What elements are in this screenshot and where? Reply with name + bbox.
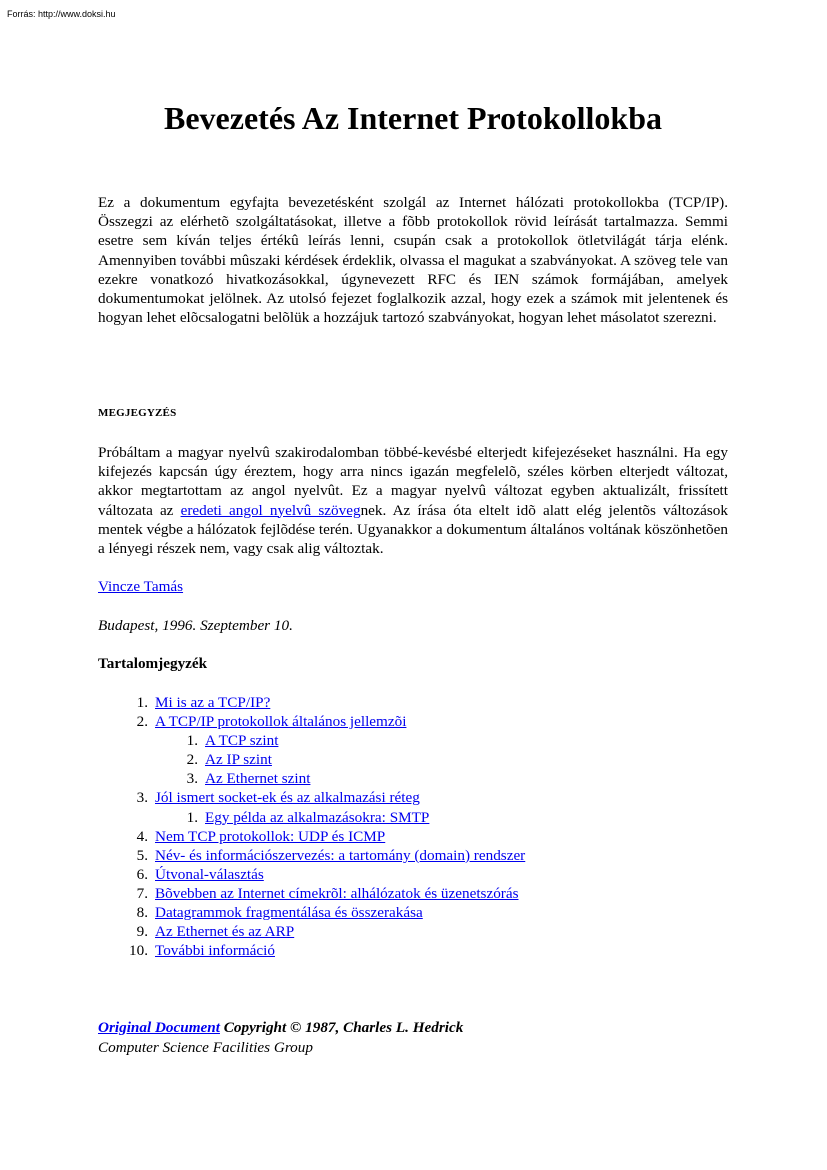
toc-item-number: 6. <box>136 865 148 883</box>
toc-item-text <box>148 846 525 865</box>
toc-item-text <box>148 941 275 960</box>
toc-item-text <box>148 903 423 922</box>
footer-line-2: Computer Science Facilities Group <box>98 1039 313 1056</box>
toc-item-link[interactable]: Név- és információszervezés: a tartomány (domain) rendszer <box>155 846 526 864</box>
toc-item-text <box>198 808 429 827</box>
toc-item-number: 2. <box>186 751 198 769</box>
toc-item-number: 3. <box>186 770 198 788</box>
toc-item <box>98 750 728 769</box>
table-of-contents <box>98 693 728 960</box>
toc-item-number: 4. <box>136 827 148 845</box>
toc-item-link[interactable]: Az Ethernet szint <box>205 770 311 788</box>
toc-item-link[interactable]: Az IP szint <box>205 751 272 769</box>
toc-item-text <box>198 769 310 788</box>
toc-item-number: 7. <box>136 884 148 902</box>
toc-item-link[interactable]: Bõvebben az Internet címekrõl: alhálózatok és üzenetszórás <box>155 884 519 902</box>
toc-item-link[interactable]: A TCP/IP protokollok általános jellemzõi <box>155 713 407 731</box>
toc-item <box>98 827 728 846</box>
toc-item-number: 1. <box>136 694 148 711</box>
original-text-link[interactable]: eredeti angol nyelvû szöveg <box>180 501 361 519</box>
toc-item <box>98 693 728 712</box>
note-text-after: nek. Az írása óta eltelt idõ alatt elég jelentõs változások mentek végbe a hálózatok fejlõdése terén. Ugyanakkor a dokumentum általános voltának köszönhetõen a lényegi részek nem, vagy csak alig változtak. <box>98 501 728 558</box>
toc-item-number: 5. <box>136 846 148 864</box>
toc-item-text <box>148 712 406 731</box>
toc-item-link[interactable]: Mi is az a TCP/IP? <box>155 694 271 711</box>
toc-item-link[interactable]: Jól ismert socket-ek és az alkalmazási réteg <box>155 789 420 807</box>
toc-item <box>98 941 728 960</box>
toc-item-text <box>198 750 272 769</box>
toc-item-number: 1. <box>186 808 198 826</box>
toc-item-text <box>148 693 270 712</box>
toc-item-text <box>148 884 519 903</box>
note-paragraph <box>98 443 728 558</box>
toc-item-number: 9. <box>136 923 148 941</box>
toc-item-text <box>148 827 385 846</box>
toc-item-number: 2. <box>136 713 148 731</box>
toc-item-number: 3. <box>136 789 148 807</box>
note-heading: MEGJEGYZÉS <box>98 407 177 419</box>
page-title: Bevezetés Az Internet Protokollokba <box>164 100 662 136</box>
toc-item-link[interactable]: A TCP szint <box>205 732 279 750</box>
toc-item <box>98 884 728 903</box>
footer-line-1 <box>98 1018 463 1038</box>
dateline: Budapest, 1996. Szeptember 10. <box>98 617 293 634</box>
toc-item-link[interactable]: Datagrammok fragmentálása és összerakása <box>155 904 423 922</box>
toc-item-text <box>198 731 278 750</box>
note-text-before: Próbáltam a magyar nyelvû szakirodalomban többé-kevésbé elterjedt kifejezéseket használni. Ha egy kifejezés kapcsán úgy éreztem, hogy arra nincs igazán megfelelõ, széles körben elterjedt változat, akkor megtartottam az angol nyelvût. Ez a magyar nyelvû változat egyben aktualizált, frissített változata az <box>98 444 728 519</box>
toc-item <box>98 922 728 941</box>
toc-item <box>98 731 728 750</box>
toc-item <box>98 808 728 827</box>
toc-item-number: 10. <box>129 942 148 960</box>
toc-item-link[interactable]: További információ <box>155 942 275 960</box>
toc-item-number: 8. <box>136 904 148 922</box>
toc-item <box>98 769 728 788</box>
original-document-link[interactable]: Original Document <box>98 1019 220 1036</box>
toc-item-text <box>148 865 264 884</box>
toc-item-link[interactable]: Nem TCP protokollok: UDP és ICMP <box>155 827 386 845</box>
intro-paragraph: Ez a dokumentum egyfajta bevezetésként szolgál az Internet hálózati protokollokba (TCP/IP). Összegzi az elérhetõ szolgáltatásokat, illetve a fõbb protokollok rövid leírását tartalmazza. Semmi esetre sem kíván teljes értékû leírás lenni, csupán csak a protokollok ötletvilágát tárja elénk. Amennyiben további mûszaki kérdések érdeklik, olvassa el magukat a szabványokat. A szöveg tele van ezekre vonatkozó hivatkozásokkal, úgynevezett RFC és IEN számok formájában, amelyek dokumentumokat jelölnek. Az utolsó fejezet foglalkozik azzal, hogy ezek a számok mit jelentenek és hogyan lehet elõcsalogatni belõlük a hozzájuk tartozó szabványokat, hogyan lehet másolatot szerezni. <box>98 194 728 327</box>
toc-item-text <box>148 788 420 807</box>
toc-item-number: 1. <box>186 732 198 750</box>
toc-title: Tartalomjegyzék <box>98 655 208 672</box>
toc-item-link[interactable]: Egy példa az alkalmazásokra: SMTP <box>205 808 430 826</box>
toc-item <box>98 846 728 865</box>
toc-item-link[interactable]: Az Ethernet és az ARP <box>155 923 295 941</box>
source-url: Forrás: http://www.doksi.hu <box>7 9 116 19</box>
footer <box>98 1018 463 1058</box>
toc-item-text <box>148 922 294 941</box>
toc-item <box>98 865 728 884</box>
toc-item <box>98 903 728 922</box>
author-link[interactable]: Vincze Tamás <box>98 578 184 595</box>
toc-item <box>98 712 728 731</box>
toc-item <box>98 788 728 807</box>
toc-item-link[interactable]: Útvonal-választás <box>155 865 264 883</box>
copyright-text: Copyright © 1987, Charles L. Hedrick <box>219 1019 464 1036</box>
author <box>98 577 183 596</box>
